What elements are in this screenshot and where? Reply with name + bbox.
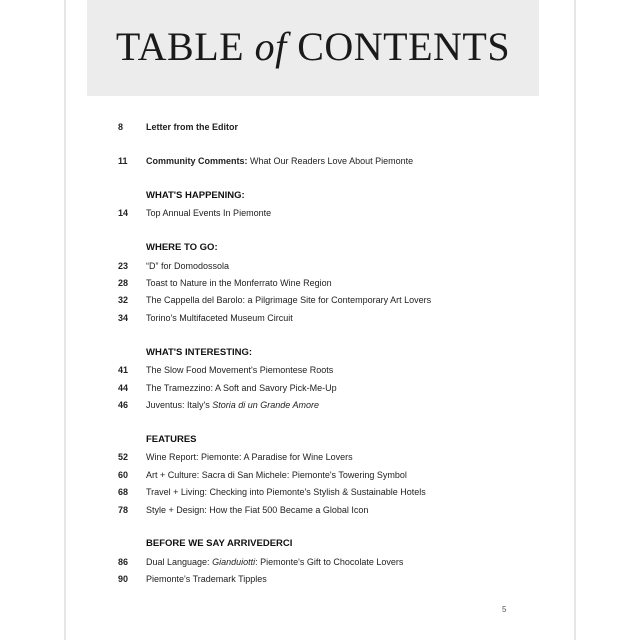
toc-entry-title: Style + Design: How the Fiat 500 Became a Global Icon: [146, 505, 369, 515]
toc-entry-text: Dual Language:: [146, 557, 213, 567]
title-part-contents: CONTENTS: [297, 24, 511, 69]
toc-entry-title: Piemonte's Trademark Tipples: [146, 574, 267, 584]
section-heading-happening: WHAT'S HAPPENING:: [146, 190, 245, 201]
toc-entry-title: Torino's Multifaceted Museum Circuit: [146, 313, 293, 323]
toc-entry-text: Juventus: Italy's: [146, 400, 213, 410]
toc-entry-lead: Community Comments:: [146, 156, 248, 166]
page-edge-right: [574, 0, 576, 640]
toc-page-number: 14: [118, 208, 129, 218]
toc-entry-title: Toast to Nature in the Monferrato Wine Region: [146, 278, 332, 288]
toc-page-number: 86: [118, 557, 129, 567]
section-heading-arrivederci: BEFORE WE SAY ARRIVEDERCI: [146, 538, 293, 549]
toc-page-number: 60: [118, 470, 129, 480]
toc-page-number: 41: [118, 365, 129, 375]
toc-page-number: 34: [118, 313, 129, 323]
toc-entry-italic: Gianduiotti: [212, 557, 256, 567]
toc-entry-title: Travel + Living: Checking into Piemonte's Stylish & Sustainable Hotels: [146, 487, 426, 497]
toc-page-number: 52: [118, 452, 129, 462]
toc-entry-italic: Storia di un Grande Amore: [212, 400, 319, 410]
title-part-of: of: [254, 24, 287, 69]
toc-page-number: 23: [118, 261, 129, 271]
page-number: 5: [502, 605, 507, 614]
toc-page-number: 46: [118, 400, 129, 410]
toc-entry-title: Letter from the Editor: [146, 122, 239, 132]
section-heading-interesting: WHAT'S INTERESTING:: [146, 347, 253, 358]
toc-page-number: 8: [118, 122, 124, 132]
toc-entry-title: Wine Report: Piemonte: A Paradise for Wine Lovers: [146, 452, 353, 462]
toc-page-number: 44: [118, 383, 129, 393]
toc-entry-title: The Slow Food Movement's Piemontese Roots: [146, 365, 334, 375]
toc-page-number: 78: [118, 505, 129, 515]
page-title: [87, 24, 539, 70]
section-heading-features: FEATURES: [146, 434, 197, 445]
toc-entry-title: The Tramezzino: A Soft and Savory Pick-Me-Up: [146, 383, 337, 393]
section-heading-where: WHERE TO GO:: [146, 242, 218, 253]
toc-page-number: 11: [118, 156, 128, 166]
toc-entry-title: [146, 153, 413, 169]
toc-entry-title: The Cappella del Barolo: a Pilgrimage Site for Contemporary Art Lovers: [146, 295, 432, 305]
toc-page-number: 90: [118, 574, 129, 584]
toc-page-number: 68: [118, 487, 129, 497]
title-part-table: TABLE: [115, 24, 245, 69]
toc-entry-text-end: : Piemonte's Gift to Chocolate Lovers: [255, 557, 404, 567]
toc-page-number: 28: [118, 278, 129, 288]
toc-entry-title: [146, 554, 403, 570]
toc-entry-title: Art + Culture: Sacra di San Michele: Piemonte's Towering Symbol: [146, 470, 407, 480]
toc-entry-title: “D” for Domodossola: [146, 261, 230, 271]
toc-entry-title: [146, 397, 319, 413]
page-edge-left: [64, 0, 66, 640]
toc-page-number: 32: [118, 295, 129, 305]
toc-entry-subtitle: What Our Readers Love About Piemonte: [247, 156, 414, 166]
toc-entry-title: Top Annual Events In Piemonte: [146, 208, 272, 218]
